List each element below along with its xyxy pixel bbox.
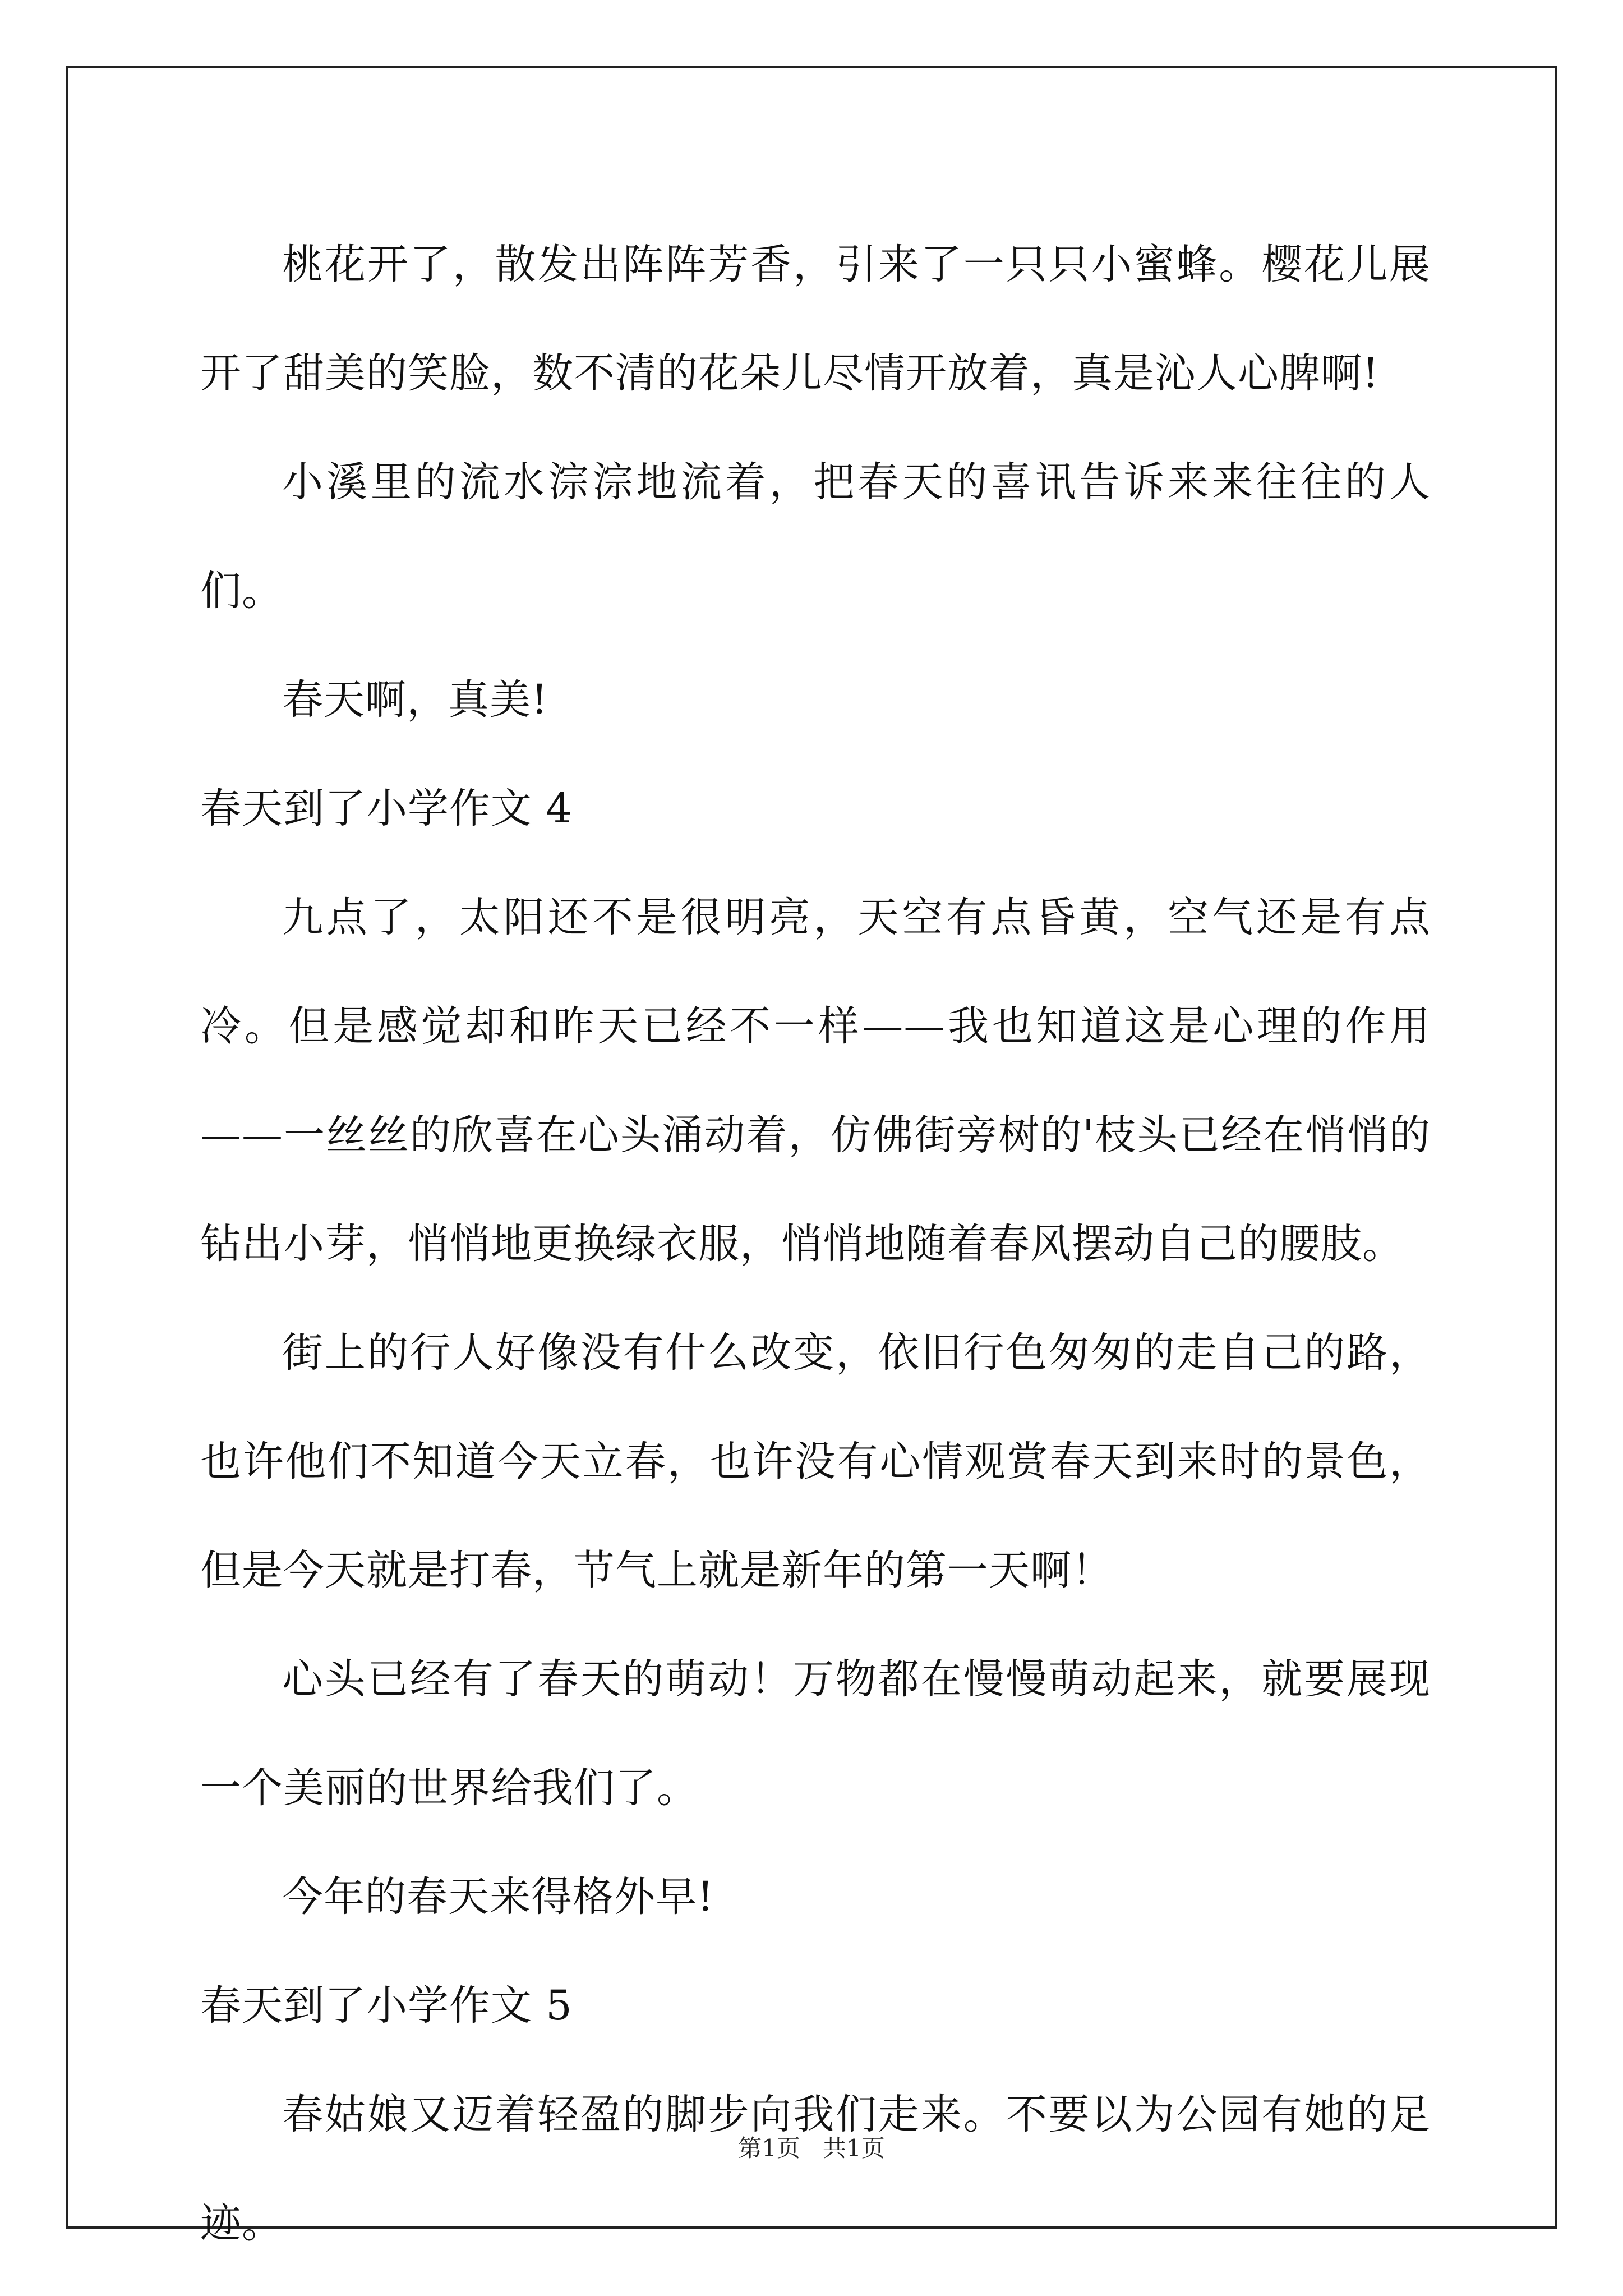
paragraph: 九点了，太阳还不是很明亮，天空有点昏黄，空气还是有点冷。但是感觉却和昨天已经不一样——我也知道这是心理的作用——一丝丝的欣喜在心头涌动着，仿佛街旁树的'枝头已经在悄悄的钻出小芽，悄悄地更换绿衣服，悄悄地随着春风摆动自己的腰肢。 bbox=[200, 894, 1431, 1268]
paragraph: 今年的春天来得格外早! bbox=[282, 1873, 714, 1921]
paragraph: 心头已经有了春天的萌动！万物都在慢慢萌动起来，就要展现一个美丽的世界给我们了。 bbox=[200, 1655, 1431, 1812]
paragraph: 小溪里的流水淙淙地流着，把春天的喜讯告诉来来往往的人们。 bbox=[200, 458, 1431, 615]
paragraph: 春天啊，真美! bbox=[282, 676, 548, 724]
paragraph: 春姑娘又迈着轻盈的脚步向我们走来。不要以为公园有她的足迹。 bbox=[200, 2091, 1431, 2247]
section-heading: 春天到了小学作文 4 bbox=[200, 785, 573, 832]
paragraph: 街上的行人好像没有什么改变，依旧行色匆匆的走自己的路，也许他们不知道今天立春，也许没有心情观赏春天到来时的景色，但是今天就是打春，节气上就是新年的第一天啊！ bbox=[200, 1329, 1431, 1594]
page-total: 共1页 bbox=[823, 2134, 885, 2162]
paragraph: 桃花开了，散发出阵阵芳香，引来了一只只小蜜蜂。樱花儿展开了甜美的笑脸，数不清的花朵儿尽情开放着，真是沁人心脾啊! bbox=[200, 241, 1431, 397]
page-footer bbox=[0, 2132, 1623, 2165]
document-body bbox=[200, 210, 1431, 2278]
section-heading: 春天到了小学作文 5 bbox=[200, 1982, 573, 2030]
page-number: 第1页 bbox=[738, 2134, 800, 2162]
